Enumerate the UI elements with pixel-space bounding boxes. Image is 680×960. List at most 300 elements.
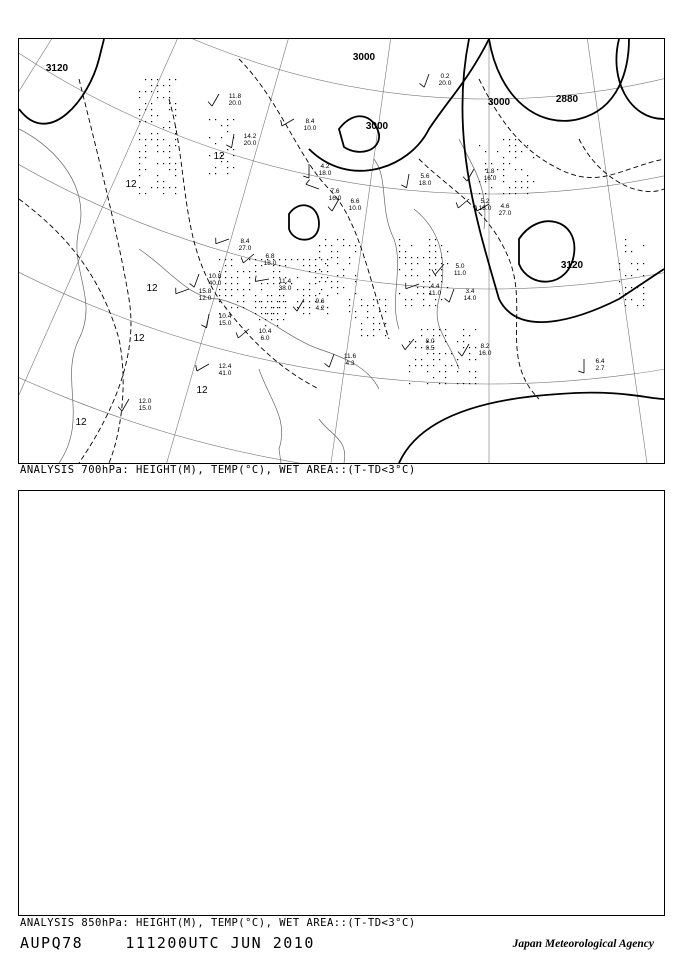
wet-dot — [255, 313, 256, 314]
wet-dot — [175, 103, 176, 104]
wet-dot — [209, 155, 210, 156]
wet-dot — [625, 275, 626, 276]
wet-dot — [399, 245, 400, 246]
wet-dot — [429, 305, 430, 306]
wet-dot — [221, 137, 222, 138]
wet-dot — [497, 151, 498, 152]
wind-barb-shaft — [176, 289, 189, 294]
wet-dot — [385, 335, 386, 336]
wet-dot — [145, 193, 146, 194]
wet-dot — [231, 259, 232, 260]
wet-dot — [309, 295, 310, 296]
wind-barb-feather — [241, 257, 243, 263]
wet-dot — [503, 157, 504, 158]
height-contour-label: 3000 — [487, 97, 511, 108]
wet-dot — [255, 301, 256, 302]
wet-dot — [367, 305, 368, 306]
wet-dot — [355, 311, 356, 312]
station-dewpoint-depression: 20.0 — [228, 100, 242, 107]
station-temp: 15.8 — [198, 288, 212, 295]
wet-dot — [509, 139, 510, 140]
wet-dot — [157, 163, 158, 164]
wet-dot — [475, 359, 476, 360]
station-dewpoint-depression: 20.0 — [243, 140, 257, 147]
wet-dot — [163, 151, 164, 152]
wet-dot — [279, 259, 280, 260]
station-temp: 5.0 — [455, 263, 465, 270]
meridian-line — [294, 39, 489, 463]
wet-dot — [367, 335, 368, 336]
wet-dot — [145, 79, 146, 80]
wet-dot — [619, 269, 620, 270]
wet-dot — [227, 161, 228, 162]
wet-dot — [441, 245, 442, 246]
wet-dot — [429, 245, 430, 246]
wet-dot — [379, 323, 380, 324]
station-temp: 5.2 — [480, 198, 490, 205]
wet-dot — [315, 265, 316, 266]
wet-dot — [139, 157, 140, 158]
wet-dot — [433, 377, 434, 378]
wet-dot — [227, 119, 228, 120]
wet-dot — [151, 133, 152, 134]
wet-dot — [445, 329, 446, 330]
height-contour — [399, 393, 664, 463]
wet-dot — [385, 323, 386, 324]
station-temp: 7.6 — [330, 188, 340, 195]
wet-dot — [521, 187, 522, 188]
wet-dot — [349, 305, 350, 306]
wet-dot — [469, 335, 470, 336]
wet-dot — [421, 347, 422, 348]
wind-barb-shaft — [297, 299, 304, 311]
wet-dot — [435, 299, 436, 300]
wet-dot — [315, 283, 316, 284]
wet-dot — [429, 239, 430, 240]
wet-dot — [231, 277, 232, 278]
wind-barb-shaft — [243, 254, 254, 263]
wet-dot — [625, 299, 626, 300]
wet-dot — [163, 85, 164, 86]
wet-dot — [367, 311, 368, 312]
wet-dot — [277, 319, 278, 320]
wet-dot — [373, 317, 374, 318]
wet-dot — [411, 269, 412, 270]
wet-dot — [399, 269, 400, 270]
wet-dot — [411, 275, 412, 276]
wet-dot — [169, 163, 170, 164]
wet-dot — [279, 271, 280, 272]
wet-dot — [255, 307, 256, 308]
station-dewpoint-depression: 16.0 — [328, 195, 342, 202]
wet-dot — [409, 341, 410, 342]
wet-dot — [175, 79, 176, 80]
wet-dot — [255, 265, 256, 266]
height-contour — [489, 39, 629, 121]
station-dewpoint-depression: 6.0 — [260, 335, 270, 342]
station-temp: 11.8 — [228, 93, 242, 100]
wet-dot — [515, 139, 516, 140]
wet-dot — [457, 341, 458, 342]
wet-dot — [445, 341, 446, 342]
wet-dot — [327, 277, 328, 278]
wet-dot — [315, 271, 316, 272]
wet-dot — [237, 307, 238, 308]
wet-dot — [243, 271, 244, 272]
wet-dot — [325, 281, 326, 282]
wet-dot — [249, 283, 250, 284]
station-temp: 11.6 — [343, 353, 357, 360]
wet-dot — [385, 305, 386, 306]
wet-dot — [163, 97, 164, 98]
wet-dot — [435, 239, 436, 240]
wet-dot — [303, 289, 304, 290]
wet-dot — [373, 329, 374, 330]
wet-dot — [417, 275, 418, 276]
station-temp: 8.4 — [240, 238, 250, 245]
wet-dot — [411, 305, 412, 306]
wet-dot — [527, 193, 528, 194]
isotherm-label: 12 — [75, 417, 87, 428]
wet-dot — [429, 269, 430, 270]
wet-dot — [445, 377, 446, 378]
height-contour-label: 3000 — [352, 52, 376, 63]
wet-dot — [439, 335, 440, 336]
wet-dot — [243, 307, 244, 308]
station-dewpoint-depression: 16.0 — [478, 350, 492, 357]
station-temp: 12.0 — [138, 398, 152, 405]
wet-dot — [441, 263, 442, 264]
wet-dot — [327, 259, 328, 260]
wet-dot — [265, 319, 266, 320]
wet-dot — [451, 353, 452, 354]
wet-dot — [433, 365, 434, 366]
wet-dot — [373, 323, 374, 324]
wet-dot — [485, 151, 486, 152]
station-dewpoint-depression: 40.0 — [208, 280, 222, 287]
wet-dot — [625, 239, 626, 240]
wet-dot — [151, 79, 152, 80]
wet-dot — [309, 307, 310, 308]
station-dewpoint-depression: 12.0 — [198, 295, 212, 302]
wet-dot — [409, 365, 410, 366]
wet-dot — [243, 295, 244, 296]
wet-dot — [409, 371, 410, 372]
wet-dot — [503, 175, 504, 176]
wet-dot — [249, 289, 250, 290]
wet-dot — [509, 163, 510, 164]
wet-dot — [259, 319, 260, 320]
wet-dot — [631, 287, 632, 288]
wind-barb-shaft — [424, 74, 429, 87]
wet-dot — [619, 293, 620, 294]
wet-dot — [417, 257, 418, 258]
wet-dot — [231, 265, 232, 266]
wet-dot — [237, 289, 238, 290]
wet-dot — [309, 289, 310, 290]
wet-dot — [439, 383, 440, 384]
station-temp: 10.8 — [208, 273, 222, 280]
wet-dot — [219, 259, 220, 260]
wet-dot — [175, 163, 176, 164]
valid-time: 111200UTC JUN 2010 — [125, 934, 315, 952]
wet-dot — [503, 193, 504, 194]
wet-dot — [169, 157, 170, 158]
wet-dot — [457, 365, 458, 366]
wet-dot — [303, 313, 304, 314]
wind-barb-shaft — [306, 184, 319, 189]
wet-dot — [355, 251, 356, 252]
wet-dot — [219, 295, 220, 296]
wet-dot — [157, 145, 158, 146]
wet-dot — [267, 283, 268, 284]
wet-dot — [373, 305, 374, 306]
station-temp: 0.2 — [440, 73, 450, 80]
wet-dot — [423, 299, 424, 300]
wet-dot — [527, 175, 528, 176]
wet-dot — [637, 269, 638, 270]
wet-dot — [283, 295, 284, 296]
wind-barb-feather — [281, 120, 282, 126]
wind-barb-feather — [325, 363, 330, 367]
wet-dot — [469, 353, 470, 354]
station-dewpoint-depression: 2.7 — [595, 365, 605, 372]
wet-dot — [331, 245, 332, 246]
wet-dot — [415, 341, 416, 342]
wet-dot — [169, 169, 170, 170]
wet-dot — [225, 283, 226, 284]
wet-dot — [421, 365, 422, 366]
wet-dot — [145, 91, 146, 92]
wet-dot — [319, 293, 320, 294]
wet-dot — [503, 163, 504, 164]
wet-dot — [279, 301, 280, 302]
wet-dot — [427, 365, 428, 366]
wet-dot — [237, 283, 238, 284]
chart-id-and-time — [20, 934, 315, 952]
isotherm-label: 12 — [146, 283, 158, 294]
wet-dot — [237, 271, 238, 272]
wet-dot — [445, 383, 446, 384]
wet-dot — [273, 283, 274, 284]
wet-dot — [163, 193, 164, 194]
wind-barb-feather — [401, 185, 406, 188]
wet-dot — [491, 187, 492, 188]
wet-dot — [231, 289, 232, 290]
wet-dot — [439, 329, 440, 330]
wet-dot — [411, 299, 412, 300]
wet-dot — [349, 299, 350, 300]
wet-dot — [503, 169, 504, 170]
station-temp: 11.4 — [278, 278, 292, 285]
wet-dot — [331, 257, 332, 258]
wet-dot — [423, 293, 424, 294]
wet-dot — [225, 259, 226, 260]
station-dewpoint-depression: 11.0 — [453, 270, 467, 277]
wet-dot — [163, 181, 164, 182]
height-contour — [289, 205, 319, 239]
wet-dot — [361, 299, 362, 300]
wet-dot — [163, 127, 164, 128]
station-dewpoint-depression: 10.0 — [348, 205, 362, 212]
wet-dot — [343, 245, 344, 246]
wet-dot — [157, 187, 158, 188]
wet-dot — [271, 301, 272, 302]
wet-dot — [169, 91, 170, 92]
wet-dot — [139, 163, 140, 164]
wet-dot — [441, 275, 442, 276]
wind-barb-feather — [226, 145, 231, 148]
agency-credit: Japan Meteorological Agency — [512, 938, 654, 950]
wet-dot — [337, 281, 338, 282]
wet-dot — [215, 167, 216, 168]
wet-dot — [421, 329, 422, 330]
wet-dot — [309, 265, 310, 266]
wet-dot — [417, 287, 418, 288]
wet-dot — [355, 245, 356, 246]
wet-dot — [277, 325, 278, 326]
wet-dot — [227, 173, 228, 174]
station-temp: 6.8 — [265, 253, 275, 260]
wind-barb-feather — [236, 332, 238, 338]
wet-dot — [433, 359, 434, 360]
wind-barb-shaft — [212, 94, 219, 106]
station-dewpoint-depression: 18.0 — [478, 205, 492, 212]
wet-dot — [349, 257, 350, 258]
wet-dot — [139, 91, 140, 92]
wet-dot — [349, 311, 350, 312]
wet-dot — [415, 359, 416, 360]
wet-dot — [355, 293, 356, 294]
wet-dot — [265, 325, 266, 326]
station-temp: 8.0 — [425, 338, 435, 345]
wet-dot — [297, 301, 298, 302]
wet-dot — [225, 271, 226, 272]
latitude-arc — [19, 39, 664, 99]
isotherm-label: 12 — [133, 333, 145, 344]
wet-dot — [267, 301, 268, 302]
wet-dot — [233, 149, 234, 150]
height-contour — [519, 221, 574, 281]
wet-dot — [309, 271, 310, 272]
wet-dot — [227, 125, 228, 126]
wet-dot — [433, 329, 434, 330]
wet-dot — [625, 245, 626, 246]
station-dewpoint-depression: 4.3 — [345, 360, 355, 367]
wet-dot — [429, 251, 430, 252]
wet-dot — [405, 305, 406, 306]
wet-dot — [527, 187, 528, 188]
wet-dot — [445, 353, 446, 354]
wet-dot — [435, 245, 436, 246]
station-temp: 4.4 — [430, 283, 440, 290]
wet-dot — [445, 371, 446, 372]
wind-barb-feather — [303, 176, 309, 178]
wet-dot — [399, 239, 400, 240]
wet-dot — [319, 257, 320, 258]
wet-dot — [479, 145, 480, 146]
station-temp: 6.4 — [595, 358, 605, 365]
wet-dot — [631, 263, 632, 264]
station-dewpoint-depression: 15.0 — [218, 320, 232, 327]
wind-barb-shaft — [462, 344, 469, 356]
wet-dot — [225, 277, 226, 278]
wind-barb-feather — [118, 407, 122, 412]
wet-dot — [273, 277, 274, 278]
wet-dot — [379, 329, 380, 330]
wet-dot — [243, 301, 244, 302]
wet-dot — [175, 115, 176, 116]
wet-dot — [415, 365, 416, 366]
wet-dot — [515, 169, 516, 170]
wet-dot — [277, 301, 278, 302]
wet-dot — [433, 335, 434, 336]
wet-dot — [321, 271, 322, 272]
wet-dot — [423, 287, 424, 288]
wind-barb-feather — [456, 202, 458, 208]
wet-dot — [267, 313, 268, 314]
wet-dot — [279, 295, 280, 296]
station-dewpoint-depression: 27.0 — [498, 210, 512, 217]
wet-dot — [325, 239, 326, 240]
wet-dot — [283, 301, 284, 302]
wet-dot — [457, 383, 458, 384]
wet-dot — [285, 265, 286, 266]
wet-dot — [175, 175, 176, 176]
wet-dot — [399, 293, 400, 294]
wet-dot — [157, 139, 158, 140]
station-temp: 4.2 — [320, 163, 330, 170]
wet-dot — [261, 259, 262, 260]
wet-dot — [283, 319, 284, 320]
wet-dot — [139, 97, 140, 98]
station-temp: 12.4 — [218, 363, 232, 370]
wet-dot — [515, 145, 516, 146]
wet-dot — [139, 109, 140, 110]
wet-dot — [411, 257, 412, 258]
wet-dot — [271, 313, 272, 314]
wet-dot — [163, 187, 164, 188]
wet-dot — [515, 193, 516, 194]
wet-dot — [475, 329, 476, 330]
wet-dot — [277, 313, 278, 314]
wind-barb-feather — [458, 352, 462, 357]
wet-dot — [227, 131, 228, 132]
wet-dot — [631, 251, 632, 252]
wet-dot — [209, 137, 210, 138]
station-temp: 8.2 — [480, 343, 490, 350]
isotherm-label: 12 — [125, 179, 137, 190]
wet-dot — [643, 299, 644, 300]
station-dewpoint-depression: 18.0 — [318, 170, 332, 177]
wet-dot — [435, 275, 436, 276]
wet-dot — [497, 169, 498, 170]
wind-barb-feather — [190, 283, 195, 287]
wet-dot — [157, 85, 158, 86]
wet-dot — [221, 125, 222, 126]
wet-dot — [427, 383, 428, 384]
wet-dot — [175, 133, 176, 134]
station-dewpoint-depression: 20.0 — [438, 80, 452, 87]
wind-barb-feather — [306, 180, 310, 185]
wet-dot — [399, 257, 400, 258]
wet-dot — [145, 103, 146, 104]
wet-dot — [315, 277, 316, 278]
wet-dot — [475, 377, 476, 378]
wet-dot — [423, 281, 424, 282]
wet-dot — [259, 301, 260, 302]
wet-dot — [619, 263, 620, 264]
